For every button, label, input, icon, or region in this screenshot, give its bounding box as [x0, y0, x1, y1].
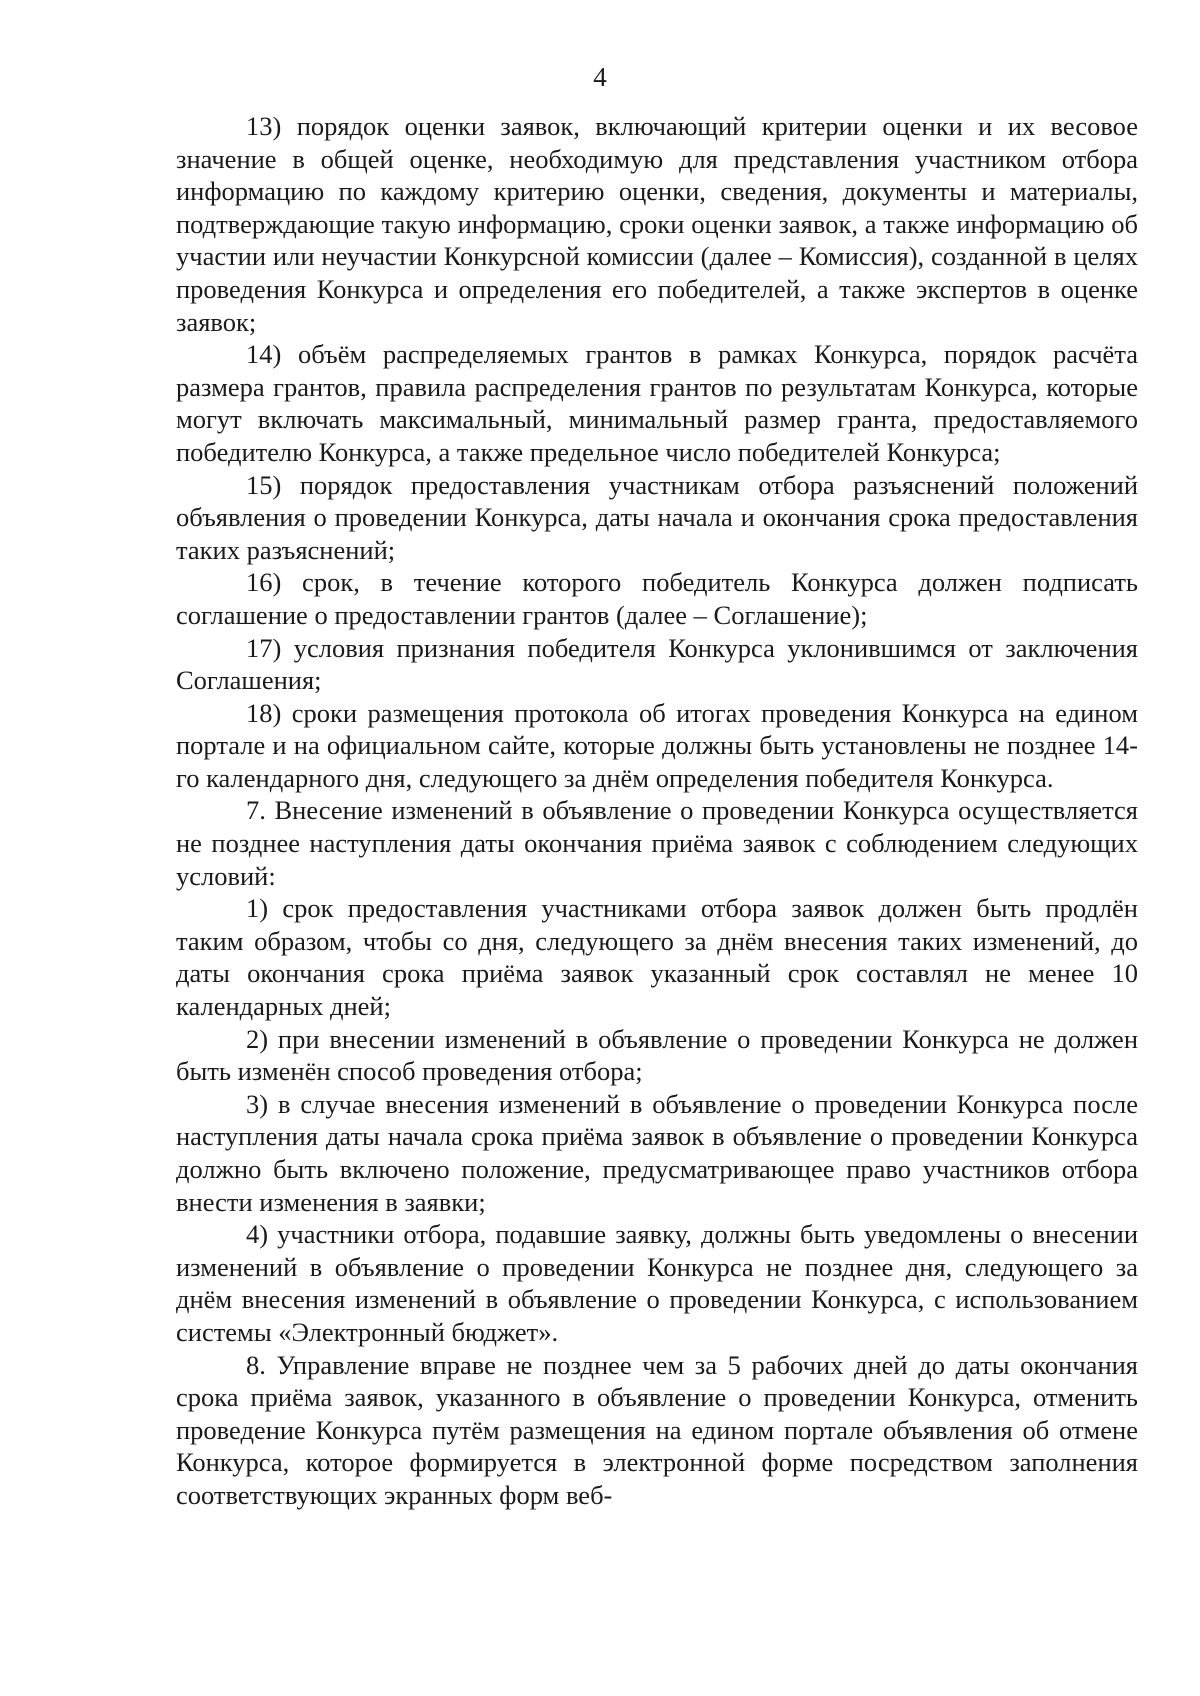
- paragraph-section-7: 7. Внесение изменений в объявление о проведении Конкурса осуществляется не позднее наступления даты окончания приёма заявок с соблюдением следующих условий:: [176, 795, 1138, 891]
- page-number: 4: [593, 62, 607, 92]
- paragraph-condition-3: 3) в случае внесения изменений в объявление о проведении Конкурса после наступления даты начала срока приёма заявок в объявление о проведении Конкурса должно быть включено положение, предусматривающее право участников отбора внести изменения в заявки;: [176, 1088, 1138, 1217]
- paragraph-item-18: 18) сроки размещения протокола об итогах проведения Конкурса на едином портале и на официальном сайте, которые должны быть установлены не позднее 14-го календарного дня, следующего за днём определения победителя Конкурса.: [176, 697, 1138, 793]
- paragraph-condition-4: 4) участники отбора, подавшие заявку, должны быть уведомлены о внесении изменений в объявление о проведении Конкурса не позднее дня, следующего за днём внесения изменений в объявление о проведении Конкурса, с использованием системы «Электронный бюджет».: [176, 1219, 1138, 1347]
- paragraph-item-14: 14) объём распределяемых грантов в рамках Конкурса, порядок расчёта размера грантов, правила распределения грантов по результатам Конкурса, которые могут включать максимальный, минимальный размер гранта, предоставляемого победителю Конкурса, а также предельное число победителей Конкурса;: [176, 339, 1138, 467]
- paragraph-condition-2: 2) при внесении изменений в объявление о проведении Конкурса не должен быть изменён способ проведения отбора;: [176, 1023, 1138, 1087]
- paragraph-item-16: 16) срок, в течение которого победитель Конкурса должен подписать соглашение о предоставлении грантов (далее – Соглашение);: [176, 567, 1138, 630]
- paragraph-section-8: 8. Управление вправе не позднее чем за 5 рабочих дней до даты окончания срока приёма заявок, указанного в объявление о проведении Конкурса, отменить проведение Конкурса путём размещения на едином портале объявления об отмене Конкурса, которое формируется в электронной форме посредством заполнения соответствующих экранных форм веб-: [176, 1349, 1138, 1510]
- paragraph-item-15: 15) порядок предоставления участникам отбора разъяснений положений объявления о проведении Конкурса, даты начала и окончания срока предоставления таких разъяснений;: [176, 469, 1138, 565]
- paragraph-item-13: 13) порядок оценки заявок, включающий критерии оценки и их весовое значение в общей оценке, необходимую для представления участником отбора информацию по каждому критерию оценки, сведения, документы и материалы, подтверждающие такую информацию, сроки оценки заявок, а также информацию об участии или неучастии Конкурсной комиссии (далее – Комиссия), созданной в целях проведения Конкурса и определения его победителей, а также экспертов в оценке заявок;: [176, 111, 1138, 337]
- paragraph-item-17: 17) условия признания победителя Конкурса уклонившимся от заключения Соглашения;: [176, 632, 1138, 696]
- paragraph-condition-1: 1) срок предоставления участниками отбора заявок должен быть продлён таким образом, чтобы со дня, следующего за днём внесения таких изменений, до даты окончания срока приёма заявок указанный срок составлял не менее 10 календарных дней;: [176, 893, 1138, 1022]
- document-body: [176, 110, 1138, 1512]
